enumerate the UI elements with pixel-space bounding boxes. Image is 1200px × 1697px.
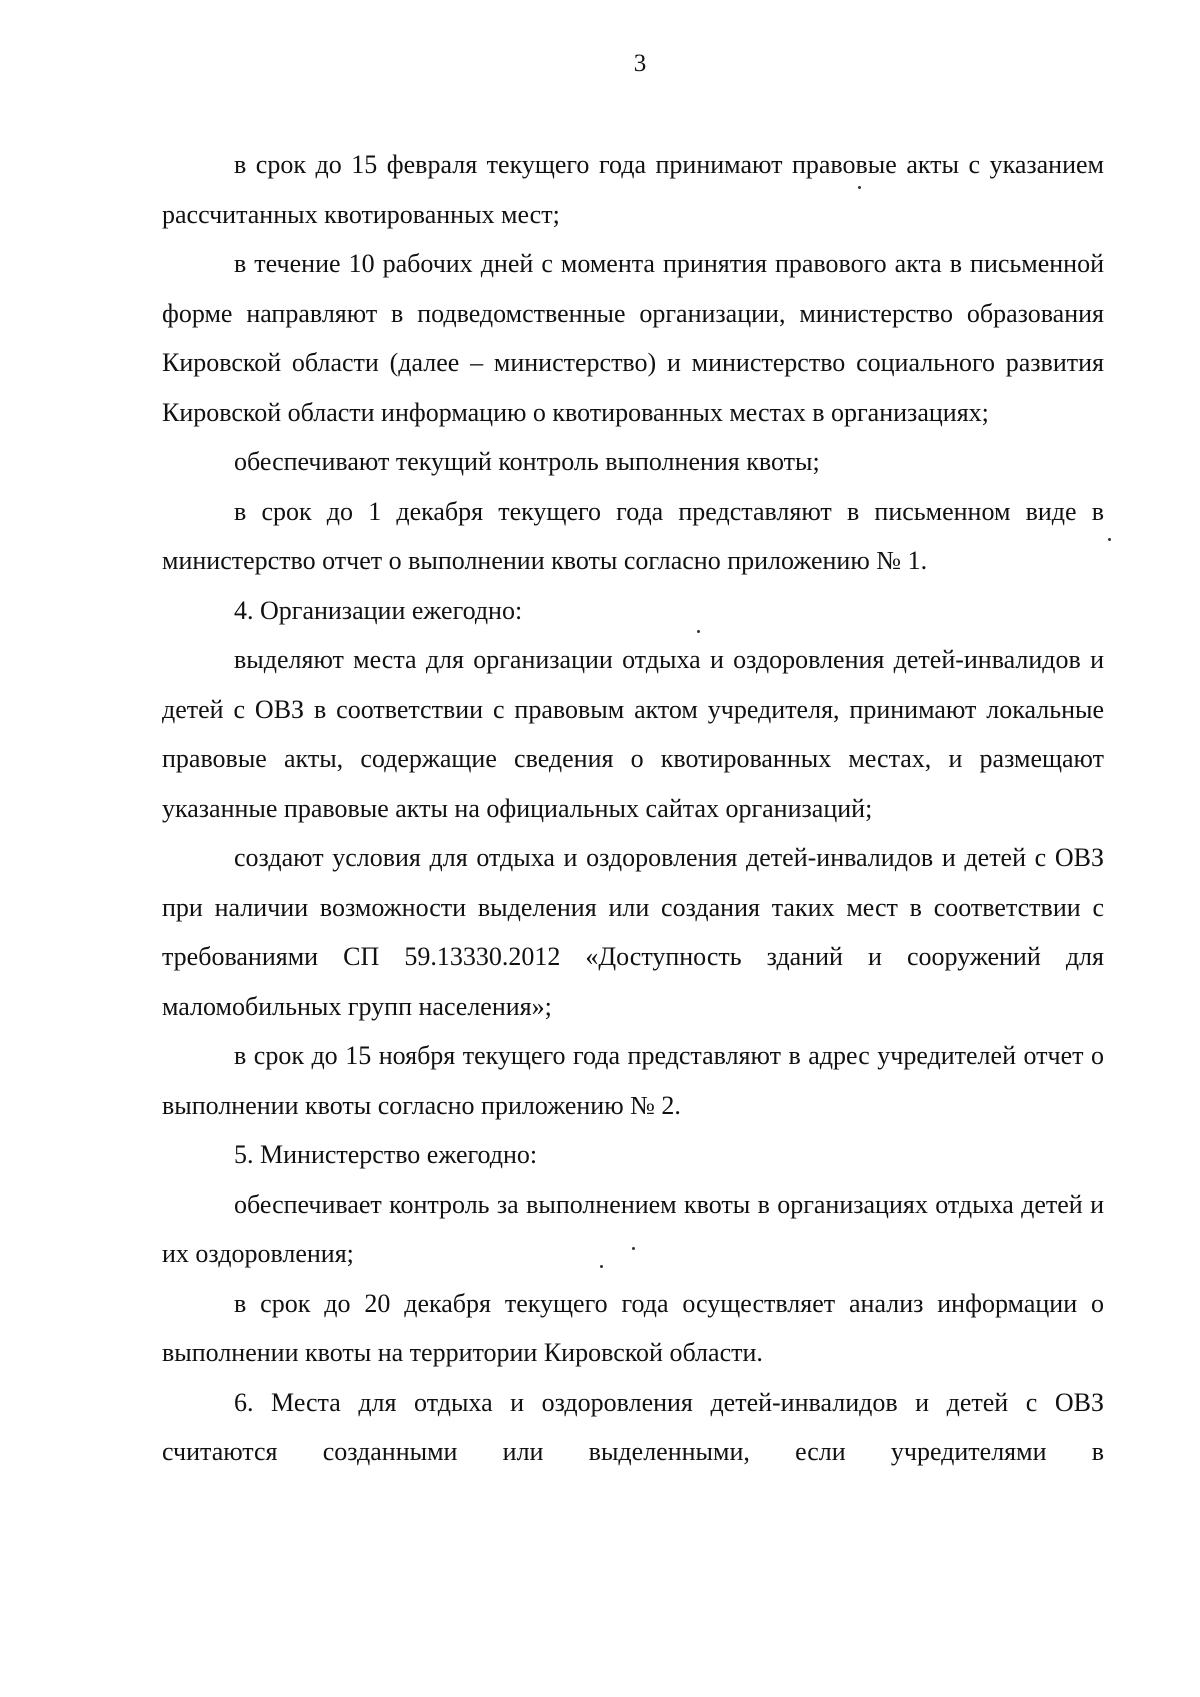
scan-speck [600,1265,603,1268]
paragraph-analysis: в срок до 20 декабря текущего года осуществляет анализ информации о выполнении квоты на территории Кировской области. [162,1288,1104,1367]
paragraph-deadline-feb: в срок до 15 февраля текущего года принимают правовые акты с указанием рассчитанных квотированных мест; [162,150,1104,229]
section-heading-5: 5. Министерство ежегодно: [234,1140,538,1169]
paragraph-ten-days: в течение 10 рабочих дней с момента принятия правового акта в письменной форме направляют в подведомственные организации, министерство образования Кировской области (далее – министерство) и министерство социального развития Кировской области информацию о квотированных местах в организациях; [162,249,1104,427]
paragraph-deadline-dec: в срок до 1 декабря текущего года представляют в письменном виде в министерство отчет о выполнении квоты согласно приложению № 1. [162,496,1104,575]
scan-speck [858,186,861,189]
section-paragraph-6: 6. Места для отдыха и оздоровления детей-инвалидов и детей с ОВЗ считаются созданными или выделенными, если учредителями в [162,1387,1104,1466]
scan-speck [632,1247,635,1250]
paragraph-deadline-nov: в срок до 15 ноября текущего года представляют в адрес учредителей отчет о выполнении квоты согласно приложению № 2. [162,1041,1104,1120]
section-heading-4: 4. Организации ежегодно: [234,595,523,625]
scan-speck [697,630,700,633]
paragraph-create-conditions: создают условия для отдыха и оздоровления детей-инвалидов и детей с ОВЗ при наличии возможности выделения или создания таких мест в соответствии с требованиями СП 59.13330.2012 «Доступность зданий и сооружений для маломобильных групп населения»; [162,843,1104,1021]
paragraph-control: обеспечивают текущий контроль выполнения квоты; [234,447,820,476]
paragraph-allocate-places: выделяют места для организации отдыха и оздоровления детей-инвалидов и детей с ОВЗ в соответствии с правовым актом учредителя, принимают локальные правовые акты, содержащие сведения о квотированных местах, и размещают указанные правовые акты на официальных сайтах организаций; [162,645,1104,823]
page-number: 3 [633,50,647,77]
paragraph-ministry-control: обеспечивает контроль за выполнением квоты в организациях отдыха детей и их оздоровления; [162,1189,1104,1268]
document-body [162,140,1104,1477]
scan-speck [1108,538,1111,541]
